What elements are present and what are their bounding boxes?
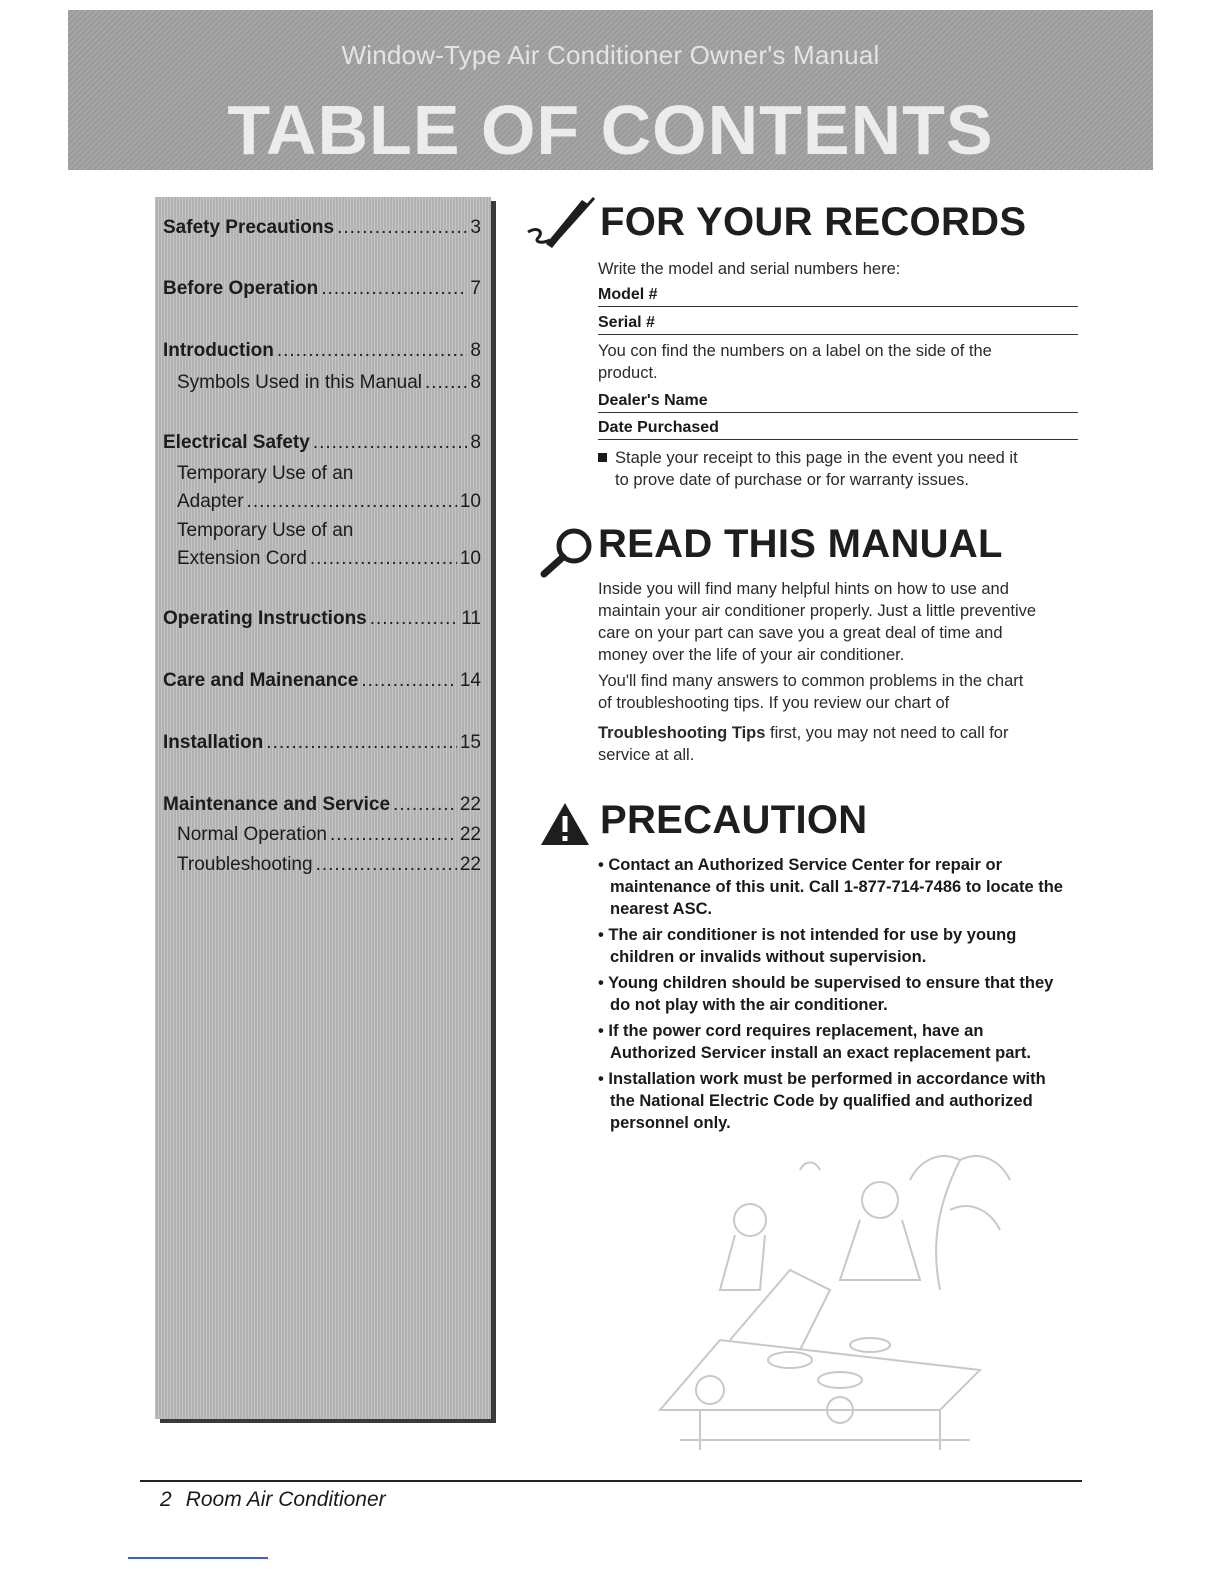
page-footer [160, 1488, 386, 1512]
toc-entry-temporary-use-extension[interactable] [155, 520, 491, 576]
toc-page: 11 [461, 608, 481, 629]
toc-entry-maintenance-and-service[interactable] [155, 794, 491, 822]
toc-page: 10 [459, 548, 481, 569]
toc-label: Extension Cord [177, 548, 307, 569]
manual-line: Inside you will find many helpful hints on how to use and [598, 580, 1009, 598]
toc-entry-symbols[interactable] [155, 372, 491, 400]
precaution-item: • Young children should be supervised to ensure that they do not play with the air conditioner. [598, 974, 1054, 1014]
toc-page: 3 [470, 217, 481, 238]
toc-label: Adapter [177, 491, 244, 512]
toc-page: 22 [459, 854, 481, 875]
dealer-name-field[interactable]: Dealer's Name [598, 392, 1078, 413]
toc-page: 8 [470, 432, 481, 453]
precaution-item: • If the power cord requires replacement, have an Authorized Servicer install an exact replacement part. [598, 1022, 1031, 1062]
label-note [598, 340, 992, 384]
precaution-item: • Contact an Authorized Service Center for repair or maintenance of this unit. Call 1-877-714-7486 to locate the nearest ASC. [598, 856, 1063, 918]
precaution-item: • Installation work must be performed in accordance with the National Electric Code by qualified and authorized personnel only. [598, 1070, 1046, 1132]
toc-entry-before-operation[interactable] [155, 278, 491, 306]
toc-label: Electrical Safety [163, 432, 310, 453]
staple-note [598, 447, 1018, 491]
toc-label: Safety Precautions [163, 217, 335, 238]
toc-entry-installation[interactable] [155, 732, 491, 760]
toc-label: Introduction [163, 340, 274, 361]
records-intro: Write the model and serial numbers here: [598, 260, 901, 278]
toc-label: Temporary Use of an [177, 463, 354, 484]
toc-page: 7 [470, 278, 481, 299]
pencil-check-icon [524, 196, 600, 254]
toc-entry-introduction[interactable] [155, 340, 491, 368]
precaution-item: • The air conditioner is not intended for use by young children or invalids without supervision. [598, 926, 1017, 966]
toc-entry-safety-precautions[interactable] [155, 217, 491, 245]
label-note-line: You con find the numbers on a label on the side of the [598, 342, 992, 360]
date-purchased-field[interactable]: Date Purchased [598, 419, 1078, 440]
toc-entry-care-and-maintenance[interactable] [155, 670, 491, 698]
toc-label: Temporary Use of an [177, 520, 354, 541]
toc-label: Troubleshooting [177, 854, 313, 875]
toc-page: 8 [470, 372, 481, 393]
manual-line: first, you may not need to call for [765, 724, 1009, 742]
page-divider [128, 1557, 268, 1559]
toc-entry-operating-instructions[interactable] [155, 608, 491, 636]
manual-subtitle: Window-Type Air Conditioner Owner's Manual [341, 40, 880, 70]
footer-rule [140, 1480, 1082, 1482]
page-title: TABLE OF CONTENTS [227, 91, 994, 169]
toc-entry-temporary-use-adapter[interactable] [155, 463, 491, 519]
records-title: FOR YOUR RECORDS [600, 200, 1027, 244]
square-bullet-icon [598, 453, 607, 462]
title-banner [68, 10, 1153, 170]
toc-label: Installation [163, 732, 264, 753]
toc-page: 22 [459, 824, 481, 845]
toc-entry-electrical-safety[interactable] [155, 432, 491, 460]
toc-page: 15 [459, 732, 481, 753]
table-of-contents [155, 197, 491, 1419]
toc-label: Maintenance and Service [163, 794, 391, 815]
precaution-list [598, 854, 1068, 1138]
toc-page: 14 [459, 670, 481, 691]
manual-title: READ THIS MANUAL [598, 522, 1003, 566]
footer-title: Room Air Conditioner [185, 1488, 386, 1511]
model-field[interactable]: Model # [598, 286, 1078, 307]
manual-line: care on your part can save you a great deal of time and [598, 624, 1003, 642]
precaution-title: PRECAUTION [600, 798, 868, 842]
toc-page: 22 [459, 794, 481, 815]
toc-label: Normal Operation [177, 824, 327, 845]
staple-note-line: to prove date of purchase or for warranty issues. [615, 471, 970, 489]
serial-field[interactable]: Serial # [598, 314, 1078, 335]
manual-line: You'll find many answers to common problems in the chart [598, 672, 1024, 690]
staple-note-line: Staple your receipt to this page in the event you need it [615, 449, 1018, 467]
toc-label: Care and Mainenance [163, 670, 359, 691]
manual-paragraph-1 [598, 578, 1080, 666]
toc-entry-troubleshooting[interactable] [155, 854, 491, 882]
toc-label: Symbols Used in this Manual [177, 372, 422, 393]
toc-entry-normal-operation[interactable] [155, 824, 491, 852]
toc-label: Operating Instructions [163, 608, 367, 629]
picnic-illustration [640, 1140, 1020, 1460]
toc-page: 10 [459, 491, 481, 512]
page-number: 2 [160, 1488, 172, 1511]
magnifier-icon [538, 524, 598, 578]
manual-line: maintain your air conditioner properly. Just a little preventive [598, 602, 1037, 620]
troubleshooting-tips-link[interactable]: Troubleshooting Tips [598, 724, 766, 742]
toc-page: 8 [470, 340, 481, 361]
manual-line: of troubleshooting tips. If you review our chart of [598, 694, 950, 712]
manual-line: service at all. [598, 746, 695, 764]
label-note-line: product. [598, 364, 658, 382]
warning-icon [538, 800, 592, 848]
manual-line: money over the life of your air conditioner. [598, 646, 905, 664]
manual-paragraph-3 [598, 722, 1080, 766]
toc-label: Before Operation [163, 278, 319, 299]
manual-paragraph-2 [598, 670, 1080, 714]
